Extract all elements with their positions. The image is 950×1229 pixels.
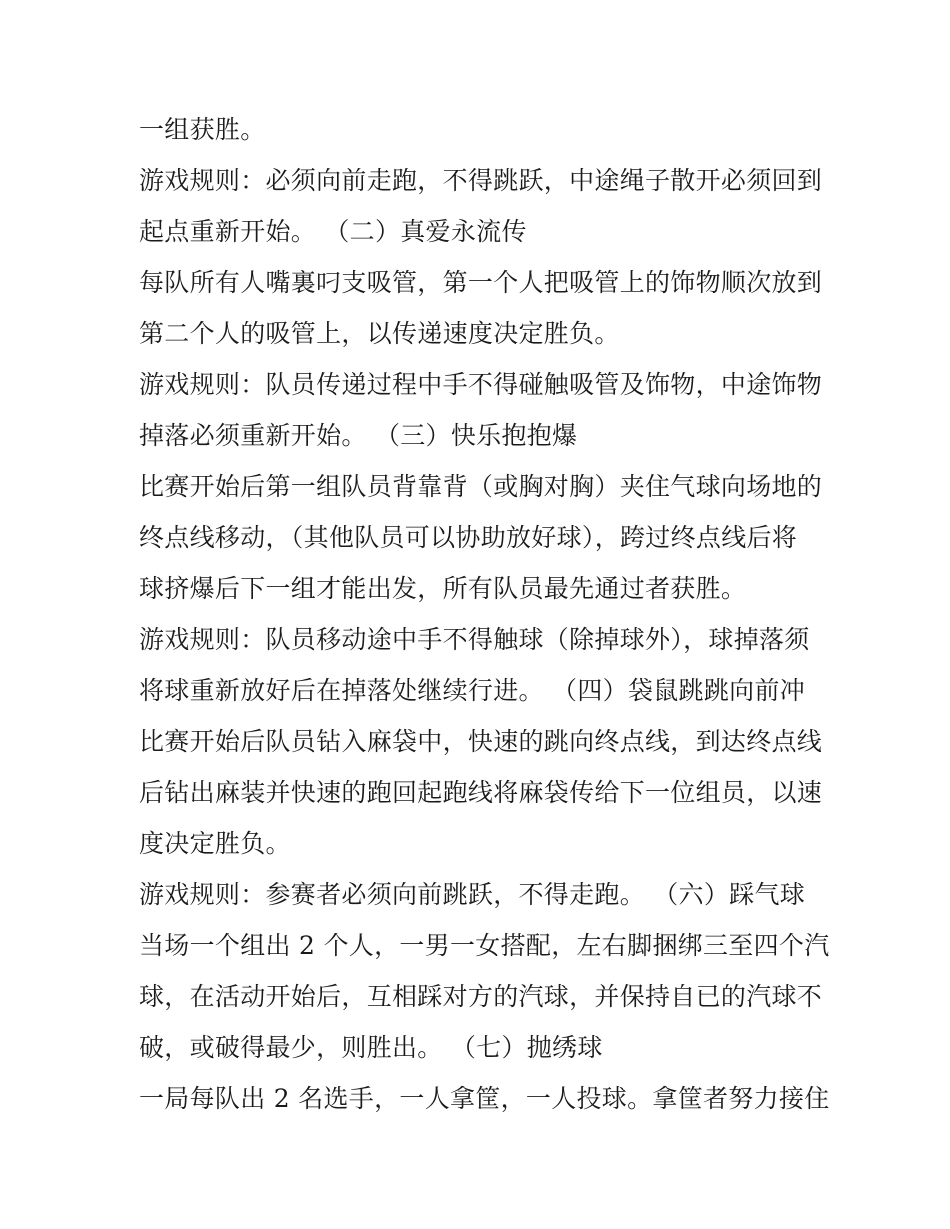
text-line-6: 游戏规则：队员传递过程中手不得碰触吸管及饰物，中途饰物 bbox=[139, 370, 823, 399]
text-line-17: 当场一个组出 2 个人，一男一女搭配，左右脚捆绑三至四个汽 bbox=[139, 931, 830, 960]
text-line-2: 游戏规则：必须向前走跑，不得跳跃，中途绳子散开必须回到 bbox=[139, 166, 823, 195]
text-line-19: 破，或破得最少，则胜出。 （七）抛绣球 bbox=[139, 1033, 603, 1062]
text-line-11: 游戏规则：队员移动途中手不得触球（除掉球外），球掉落须 bbox=[139, 625, 810, 654]
text-line-14: 后钻出麻装并快速的跑回起跑线将麻袋传给下一位组员，以速 bbox=[139, 778, 823, 807]
text-line-16: 游戏规则：参赛者必须向前跳跃，不得走跑。 （六）踩气球 bbox=[139, 880, 806, 909]
text-line-13: 比赛开始后队员钻入麻袋中，快速的跳向终点线，到达终点线 bbox=[139, 727, 823, 756]
text-line-5: 第二个人的吸管上，以传递速度决定胜负。 bbox=[139, 319, 620, 348]
text-line-20: 一局每队出 2 名选手，一人拿筐，一人投球。拿筐者努力接住 bbox=[139, 1084, 830, 1113]
text-line-18: 球，在活动开始后，互相踩对方的汽球，并保持自已的汽球不 bbox=[139, 982, 823, 1011]
text-line-3: 起点重新开始。 （二）真爱永流传 bbox=[139, 217, 527, 246]
text-line-10: 球挤爆后下一组才能出发，所有队员最先通过者获胜。 bbox=[139, 574, 747, 603]
text-line-8: 比赛开始后第一组队员背靠背（或胸对胸）夹住气球向场地的 bbox=[139, 472, 823, 501]
text-line-1: 一组获胜。 bbox=[139, 115, 266, 144]
text-line-12: 将球重新放好后在掉落处继续行进。 （四）袋鼠跳跳向前冲 bbox=[139, 676, 806, 705]
text-line-9: 终点线移动，（其他队员可以协助放好球），跨过终点线后将 bbox=[139, 523, 798, 552]
text-line-4: 每队所有人嘴裏叼支吸管，第一个人把吸管上的饰物顺次放到 bbox=[139, 268, 823, 297]
text-line-15: 度决定胜负。 bbox=[139, 829, 291, 858]
text-line-7: 掉落必须重新开始。 （三）快乐抱抱爆 bbox=[139, 421, 578, 450]
